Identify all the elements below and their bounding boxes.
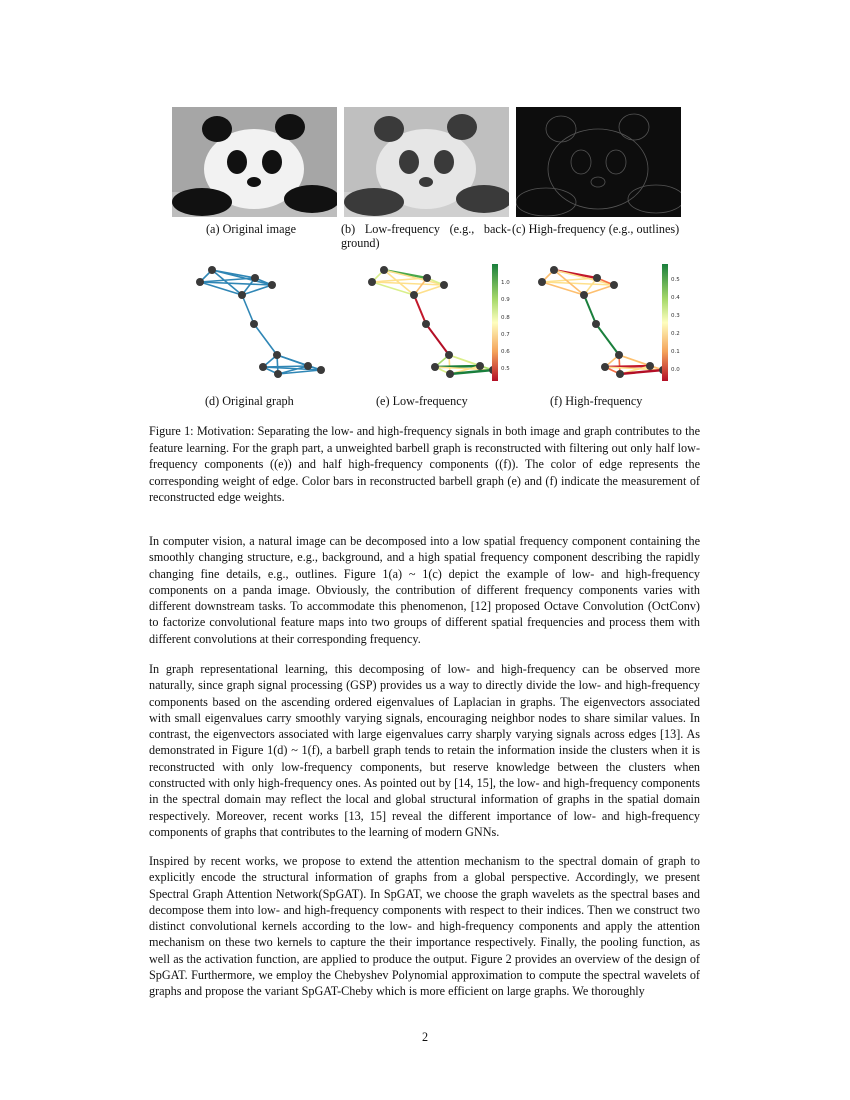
graph-original — [190, 262, 335, 382]
subcaption-e: (e) Low-frequency — [376, 394, 468, 408]
colorbar-f-tick: 0.5 — [671, 277, 680, 283]
panda-original-image — [172, 107, 337, 217]
paragraph-computer-vision: In computer vision, a natural image can be decomposed into a low spatial frequency component containing the smoothly changing structure, e.g., background, and a high spatial frequency component describing the rapidly changing fine details, e.g., outlines. Figure 1(a) ~ 1(c) depict the example of low- and high-frequency components on a panda image. Obviously, the contribution of different frequency components varies with different downstream tasks. To accommodate this phenomenon, [12] proposed Octave Convolution (OctConv) to factorize convolutional feature maps into two groups of different spatial frequencies and process them with different convolutions at their corresponding frequency. — [149, 534, 700, 646]
graph-high-frequency — [532, 262, 687, 387]
colorbar-f-tick: 0.0 — [671, 367, 680, 373]
colorbar-e-tick: 0.7 — [501, 332, 510, 338]
colorbar-f-tick: 0.4 — [671, 295, 680, 301]
paragraph-graph-learning: In graph representational learning, this decomposing of low- and high-frequency can be observed more naturally, since graph signal processing (GSP) provides us a way to directly divide the low- and high-frequency components based on the ascending ordered eigenvalues of Laplacian in graphs. The eigenvectors associated with small eigenvalues carry smoothly varying signals, encouraging neighbor nodes to share similar values. In contrast, the eigenvectors associated with large eigenvalues carry sharply varying signals across edges [13]. As demonstrated in Figure 1(d) ~ 1(f), a barbell graph tends to retain the information inside the clusters when it is reconstructed with only low-frequency components, but reserve knowledge between the clusters when constructed with only high-frequency ones. As pointed out by [14, 15], the low- and high-frequency components in the spectral domain may reflect the local and global structural information of graphs in the spatial domain respectively. Moreover, recent works [13, 15] reveal the different importance of low- and high-frequency components of graphs that contributes to the learning of modern GNNs. — [149, 662, 700, 839]
panda-high-frequency-image — [516, 107, 681, 217]
colorbar-f-tick: 0.1 — [671, 349, 680, 355]
colorbar-f — [662, 264, 668, 381]
subcaption-f: (f) High-frequency — [550, 394, 643, 408]
colorbar-e-tick: 0.6 — [501, 349, 510, 355]
subcaption-b: (b) Low-frequency (e.g., back- ground) — [341, 222, 511, 250]
subcaption-a: (a) Original image — [206, 222, 297, 236]
colorbar-f-tick: 0.2 — [671, 331, 680, 337]
figure-caption: Figure 1: Motivation: Separating the low- and high-frequency signals in both image and graph contributes to the feature learning. For the graph part, a unweighted barbell graph is reconstructed with filtering out only half low-frequency components ((e)) and half high-frequency components ((f)). The color of edge represents the corresponding weight of edge. Color bars in reconstructed barbell graph (e) and (f) indicate the measurement of reconstructed edge weights. — [149, 424, 700, 504]
colorbar-f-tick: 0.3 — [671, 313, 680, 319]
colorbar-e-tick: 0.5 — [501, 366, 510, 372]
paragraph-spgat: Inspired by recent works, we propose to extend the attention mechanism to the spectral domain of graph to explicitly encode the structural information of graphs from a global perspective. Accordingly, we present Spectral Graph Attention Network(SpGAT). In SpGAT, we choose the graph wavelets as the spectral bases and decompose them into low- and high-frequency components with respect to their indices. Then we construct two distinct convolutional kernels according to the low- and high-frequency components and apply the attention mechanism on these two kernels to capture the their importance respectively. Finally, the pooling function, as well as the activation function, are applied to produce the output. Figure 2 provides an overview of the design of SpGAT. Furthermore, we employ the Chebyshev Polynomial approximation to compute the spectral wavelets of graphs and propose the variant SpGAT-Cheby which is more efficient on large graphs. We thoroughly — [149, 854, 700, 999]
panda-low-frequency-image — [344, 107, 509, 217]
colorbar-e-tick: 0.9 — [501, 297, 510, 303]
page-number: 2 — [421, 1030, 429, 1044]
subcaption-c: (c) High-frequency (e.g., outlines) — [512, 222, 680, 236]
graph-low-frequency — [362, 262, 517, 387]
colorbar-e — [492, 264, 498, 381]
colorbar-e-tick: 0.8 — [501, 315, 510, 321]
subcaption-d: (d) Original graph — [205, 394, 294, 408]
colorbar-e-tick: 1.0 — [501, 280, 510, 286]
